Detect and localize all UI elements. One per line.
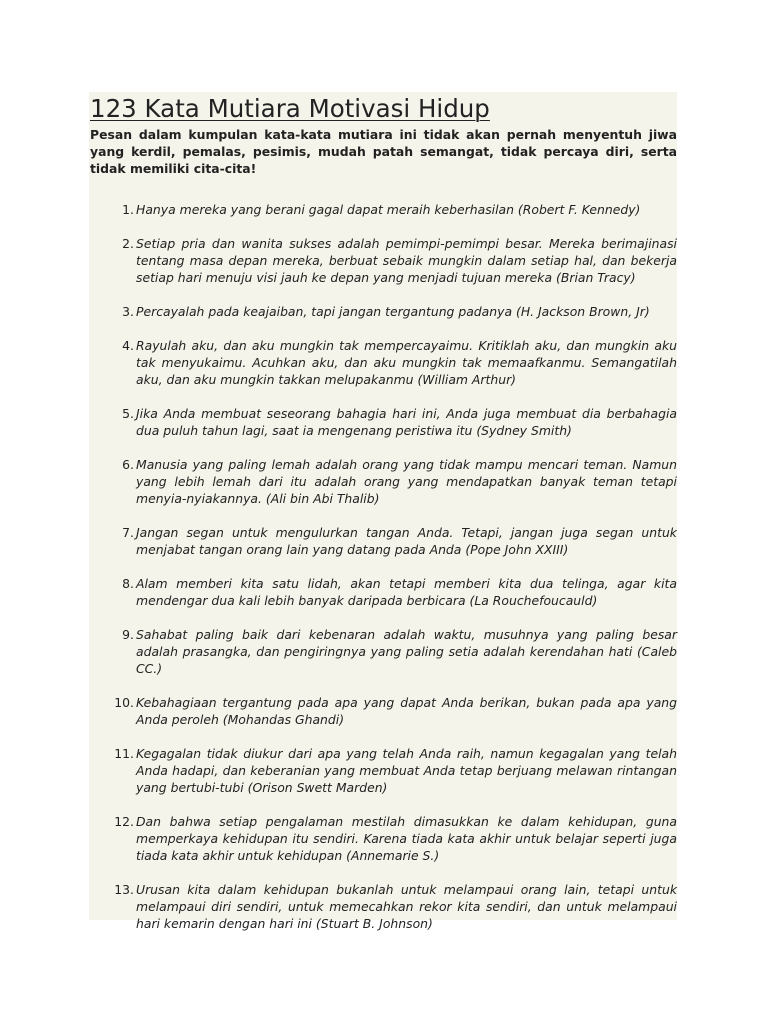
quote-text: Urusan kita dalam kehidupan bukanlah untuk melampaui orang lain, tetapi untuk melampaui diri sendiri, untuk memecahkan rekor kita sendiri, dan untuk melampaui hari kemarin dengan hari ini (Stuart B. Johnson): [136, 882, 677, 931]
quote-text: Kegagalan tidak diukur dari apa yang telah Anda raih, namun kegagalan yang telah Anda hadapi, dan keberanian yang membuat Anda tetap berjuang melawan rintangan yang bertubi-tubi (Orison Swett Marden): [136, 746, 677, 795]
quote-number: 9.: [122, 627, 134, 642]
quote-text: Rayulah aku, dan aku mungkin tak mempercayaimu. Kritiklah aku, dan mungkin aku tak menyukaimu. Acuhkan aku, dan aku mungkin tak memaafkanmu. Semangatilah aku, dan aku mungkin takkan melupakanmu (William Arthur): [136, 338, 677, 387]
quote-number: 10.: [114, 695, 134, 710]
intro-paragraph: Pesan dalam kumpulan kata-kata mutiara ini tidak akan pernah menyentuh jiwa yang kerdil, pemalas, pesimis, mudah patah semangat, tidak percaya diri, serta tidak memiliki cita-cita!: [90, 127, 677, 176]
quote-item: [89, 745, 677, 796]
quote-item: [89, 575, 677, 609]
quote-text: Manusia yang paling lemah adalah orang yang tidak mampu mencari teman. Namun yang lebih lemah dari itu adalah orang yang mendapatkan banyak teman tetapi menyia-nyiakannya. (Ali bin Abi Thalib): [136, 457, 677, 506]
quote-item: [89, 405, 677, 439]
quote-list: [89, 201, 677, 932]
quote-item: [89, 235, 677, 286]
quote-text: Sahabat paling baik dari kebenaran adalah waktu, musuhnya yang paling besar adalah prasangka, dan pengiringnya yang paling setia adalah kerendahan hati (Caleb CC.): [136, 627, 677, 676]
quote-item: [89, 626, 677, 677]
quote-item: [89, 201, 677, 218]
quote-text: Alam memberi kita satu lidah, akan tetapi memberi kita dua telinga, agar kita mendengar dua kali lebih banyak daripada berbicara (La Rouchefoucauld): [136, 576, 677, 608]
quote-item: [89, 303, 677, 320]
quote-number: 3.: [122, 304, 134, 319]
quote-text: Setiap pria dan wanita sukses adalah pemimpi-pemimpi besar. Mereka berimajinasi tentang masa depan mereka, berbuat sebaik mungkin dalam setiap hal, dan bekerja setiap hari menuju visi jauh ke depan yang menjadi tujuan mereka (Brian Tracy): [136, 236, 677, 285]
quote-text: Jangan segan untuk mengulurkan tangan Anda. Tetapi, jangan juga segan untuk menjabat tangan orang lain yang datang pada Anda (Pope John XXIII): [136, 525, 677, 557]
page-title: 123 Kata Mutiara Motivasi Hidup: [90, 94, 490, 123]
quote-number: 12.: [114, 814, 134, 829]
quote-number: 13.: [114, 882, 134, 897]
quote-number: 4.: [122, 338, 134, 353]
quote-text: Percayalah pada keajaiban, tapi jangan tergantung padanya (H. Jackson Brown, Jr): [136, 304, 650, 319]
quote-number: 6.: [122, 457, 134, 472]
quote-number: 8.: [122, 576, 134, 591]
quote-item: [89, 524, 677, 558]
quote-item: [89, 337, 677, 388]
quote-number: 5.: [122, 406, 134, 421]
quote-item: [89, 813, 677, 864]
quote-number: 7.: [122, 525, 134, 540]
quote-item: [89, 694, 677, 728]
quote-text: Dan bahwa setiap pengalaman mestilah dimasukkan ke dalam kehidupan, guna memperkaya kehidupan itu sendiri. Karena tiada kata akhir untuk belajar seperti juga tiada kata akhir untuk kehidupan (Annemarie S.): [136, 814, 677, 863]
quote-item: [89, 456, 677, 507]
document-content: [89, 92, 677, 931]
quote-text: Hanya mereka yang berani gagal dapat meraih keberhasilan (Robert F. Kennedy): [136, 202, 641, 217]
quote-number: 11.: [114, 746, 134, 761]
quote-number: 2.: [122, 236, 134, 251]
quote-text: Kebahagiaan tergantung pada apa yang dapat Anda berikan, bukan pada apa yang Anda peroleh (Mohandas Ghandi): [136, 695, 677, 727]
quote-number: 1.: [122, 202, 134, 217]
quote-text: Jika Anda membuat seseorang bahagia hari ini, Anda juga membuat dia berbahagia dua puluh tahun lagi, saat ia mengenang peristiwa itu (Sydney Smith): [136, 406, 677, 438]
quote-item: [89, 881, 677, 932]
